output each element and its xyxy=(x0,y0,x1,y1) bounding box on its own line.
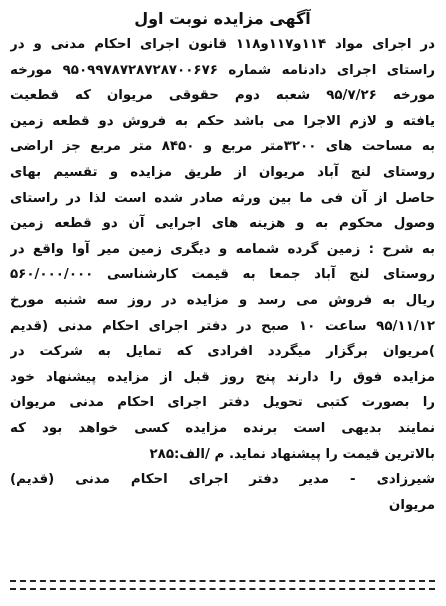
notice-line: در اجرای مواد ۱۱۴و۱۱۷و۱۱۸ قانون اجرای احکام مدنی و در xyxy=(10,37,435,52)
notice-title: آگهی مزایده نوبت اول xyxy=(134,9,311,28)
notice-line: را بصورت کتبی تحویل دفتر اجرای احکام مدنی مریوان xyxy=(10,395,435,411)
notice-line: حاصل از آن فی ما بین ورثه صادر شده است لذا در راستای xyxy=(10,190,435,206)
notice-line: ریال به فروش می رسد و مزایده در روز سه شنبه مورخ xyxy=(10,292,435,308)
signature-line: شیرزادی - مدیر دفتر اجرای احکام مدنی (قدیم) xyxy=(10,472,435,488)
notice-line: نمایند بدیهی است برنده مزایده کسی خواهد بود که xyxy=(10,420,435,436)
notice-line: مورخه ۹۵/۷/۲۶ شعبه دوم حقوقی مریوان که قطعیت xyxy=(10,88,435,104)
signature-location: مریوان xyxy=(388,497,435,513)
notice-line: مزایده فوق را دارند پنج روز قبل از مزایده پیشنهاد خود xyxy=(10,369,435,385)
notice-line: بالاترین قیمت را پیشنهاد نماید. م /الف:۲۸۵ xyxy=(149,446,435,462)
dashed-divider xyxy=(10,588,435,590)
notice-line: )مریوان برگزار میگردد افرادی که تمایل به شرکت در xyxy=(10,344,435,360)
auction-notice xyxy=(10,8,435,600)
notice-line: یافته و لازم الاجرا می باشد حکم به فروش دو قطعه زمین xyxy=(10,113,435,129)
notice-line: روستای لنج آباد جمعا به قیمت کارشناسی ۵۶۰/۰۰۰/۰۰۰ xyxy=(10,267,435,283)
notice-line: به شرح : زمین گرده شمامه و دیگری زمین میر آوا واقع در xyxy=(10,241,435,257)
notice-line: به مساحت های ۳۲۰۰متر مربع و ۸۴۵۰ متر مربع جز اراضی xyxy=(10,139,435,155)
dashed-divider xyxy=(10,580,435,582)
notice-line: ۹۵/۱۱/۱۲ ساعت ۱۰ صبح در دفتر اجرای احکام مدنی (قدیم xyxy=(10,318,435,334)
notice-line: روستای لنج آباد مریوان از طریق مزایده و تقسیم بهای xyxy=(10,164,435,180)
notice-line: وصول محکوم به و هزینه های اجرایی آن دو قطعه زمین xyxy=(10,216,435,232)
notice-line: راستای اجرای دادنامه شماره ۹۵۰۹۹۷۸۷۲۸۷۲۸۷۰۰۶۷۶ مورخه xyxy=(10,62,435,78)
